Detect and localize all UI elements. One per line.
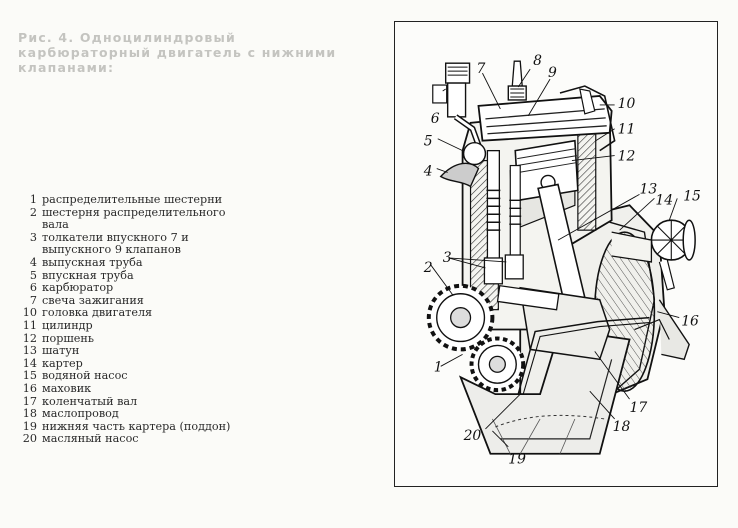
legend-item bbox=[22, 257, 252, 270]
legend-text: толкатели впускного 7 и выпускного 9 клапанов bbox=[42, 230, 189, 257]
part-label-2: 2 bbox=[423, 259, 433, 276]
legend-number: 2 bbox=[29, 205, 37, 219]
legend-text: шатун bbox=[42, 344, 80, 358]
legend-item bbox=[22, 282, 252, 295]
legend-item bbox=[22, 232, 252, 257]
legend-text: головка двигателя bbox=[42, 306, 153, 320]
part-label-10: 10 bbox=[617, 95, 636, 112]
legend-item bbox=[22, 433, 252, 446]
part-label-20: 20 bbox=[463, 427, 482, 444]
legend-text: маслопровод bbox=[42, 407, 119, 421]
part-label-6: 6 bbox=[430, 110, 440, 127]
legend-text: коленчатый вал bbox=[42, 394, 138, 408]
legend-number: 17 bbox=[22, 394, 37, 408]
part-label-14: 14 bbox=[655, 192, 674, 209]
legend-number: 10 bbox=[22, 306, 37, 320]
part-label-18: 18 bbox=[612, 418, 631, 435]
spark-plug bbox=[508, 61, 526, 100]
legend-number: 6 bbox=[29, 281, 37, 295]
parts-legend bbox=[22, 194, 252, 446]
part-label-3: 3 bbox=[442, 249, 452, 266]
legend-number: 5 bbox=[29, 268, 37, 282]
legend-number: 1 bbox=[29, 193, 37, 206]
engine-figure-frame bbox=[394, 21, 718, 487]
part-label-9: 9 bbox=[548, 65, 557, 82]
legend-text: нижняя часть картера (поддон) bbox=[42, 419, 231, 433]
legend-item bbox=[22, 194, 252, 207]
legend-text: цилиндр bbox=[42, 318, 93, 332]
legend-text: шестерня распределительного вала bbox=[42, 205, 226, 232]
legend-item bbox=[22, 408, 252, 421]
engine-cutaway-drawing bbox=[395, 22, 717, 486]
legend-text: маховик bbox=[42, 381, 92, 395]
legend-item bbox=[22, 345, 252, 358]
part-label-8: 8 bbox=[533, 53, 543, 70]
legend-text: свеча зажигания bbox=[42, 293, 144, 307]
part-label-17: 17 bbox=[629, 400, 648, 417]
legend-number: 11 bbox=[22, 318, 37, 332]
part-label-16: 16 bbox=[681, 313, 699, 330]
part-label-1: 1 bbox=[433, 359, 443, 376]
legend-item bbox=[22, 320, 252, 333]
legend-number: 20 bbox=[22, 432, 37, 446]
legend-number: 15 bbox=[22, 369, 37, 383]
legend-text: распределительные шестерни bbox=[42, 193, 223, 206]
legend-number: 13 bbox=[22, 344, 37, 358]
legend-text: карбюратор bbox=[42, 281, 114, 295]
legend-text: водяной насос bbox=[42, 369, 128, 383]
legend-number: 7 bbox=[29, 293, 37, 307]
legend-item bbox=[22, 207, 252, 232]
legend-number: 14 bbox=[22, 356, 37, 370]
part-label-7: 7 bbox=[476, 61, 486, 78]
legend-number: 12 bbox=[22, 331, 37, 345]
part-label-5: 5 bbox=[423, 133, 433, 150]
part-label-4: 4 bbox=[423, 163, 433, 180]
legend-number: 18 bbox=[22, 407, 37, 421]
legend-item bbox=[22, 383, 252, 396]
part-label-15: 15 bbox=[683, 188, 701, 205]
legend-text: картер bbox=[42, 356, 83, 370]
legend-text: впускная труба bbox=[42, 268, 134, 282]
legend-number: 16 bbox=[22, 381, 37, 395]
legend-number: 3 bbox=[29, 230, 37, 244]
legend-text: поршень bbox=[42, 331, 94, 345]
legend-text: выпускная труба bbox=[42, 255, 143, 269]
part-label-12: 12 bbox=[617, 148, 636, 165]
part-label-19: 19 bbox=[508, 451, 526, 468]
legend-number: 19 bbox=[22, 419, 37, 433]
part-label-13: 13 bbox=[639, 181, 658, 198]
part-label-11: 11 bbox=[617, 121, 636, 138]
legend-text: масляный насос bbox=[42, 432, 139, 446]
figure-caption: Рис. 4. Одноцилиндровый карбюраторный двигатель с нижними клапанами: bbox=[18, 30, 337, 75]
legend-number: 4 bbox=[29, 255, 37, 269]
